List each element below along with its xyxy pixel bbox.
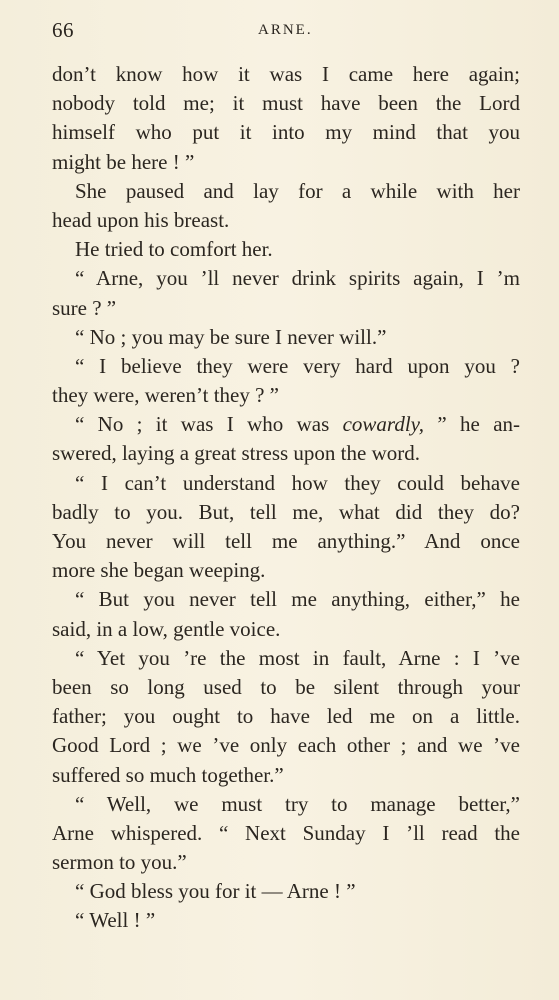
text-line: father; you ought to have led me on a little. — [52, 704, 520, 729]
text-line: “ God bless you for it — Arne ! ” — [75, 879, 356, 904]
text-line: been so long used to be silent through your — [52, 674, 520, 699]
text-line: She paused and lay for a while with her — [75, 178, 520, 203]
emphasized-word: cowardly, — [342, 412, 425, 437]
text-line: Arne whispered. “ Next Sunday I ’ll read the — [52, 820, 520, 845]
text-line: might be here ! ” — [52, 149, 195, 174]
running-title: ARNE. — [258, 22, 313, 38]
text-line: You never will tell me anything.” And once — [52, 529, 520, 553]
text-line: they were, weren’t they ? ” — [52, 383, 280, 408]
text-line: more she began weeping. — [52, 558, 266, 583]
text-line: “ Well, we must try to manage better,” — [75, 791, 520, 816]
text-line: don’t know how it was I came here again; — [52, 62, 520, 86]
text-line: sermon to you.” — [52, 850, 187, 875]
text-line: badly to you. But, tell me, what did they do? — [52, 499, 520, 524]
text-line: “ I can’t understand how they could behave — [75, 470, 520, 495]
text-line: nobody told me; it must have been the Lord — [52, 91, 520, 116]
text-line: “ But you never tell me anything, either,” he — [75, 587, 520, 612]
page-header — [52, 18, 518, 48]
text-line: head upon his breast. — [52, 207, 230, 232]
text-line: said, in a low, gentle voice. — [52, 616, 281, 641]
text-line: swered, laying a great stress upon the word. — [52, 441, 420, 466]
body-text — [52, 60, 520, 936]
text-line: himself who put it into my mind that you — [52, 120, 520, 145]
text-line: “ Well ! ” — [75, 908, 156, 933]
text-line: Good Lord ; we ’ve only each other ; and we ’ve — [52, 733, 520, 758]
text-line-with-emphasis — [52, 410, 520, 439]
line-suffix: ” — [437, 412, 447, 437]
line-end: he an- — [460, 412, 521, 437]
text-line: sure ? ” — [52, 295, 117, 320]
text-line: “ Arne, you ’ll never drink spirits again, I ’m — [75, 266, 520, 291]
text-line: He tried to comfort her. — [75, 237, 273, 262]
line-prefix: “ No ; it was I who was — [75, 412, 330, 437]
page-number: 66 — [52, 18, 74, 42]
text-line: “ No ; you may be sure I never will.” — [75, 324, 387, 349]
text-line: “ Yet you ’re the most in fault, Arne : I ’ve — [75, 645, 520, 670]
text-line: suffered so much together.” — [52, 762, 284, 787]
text-line: “ I believe they were very hard upon you ? — [75, 353, 520, 378]
